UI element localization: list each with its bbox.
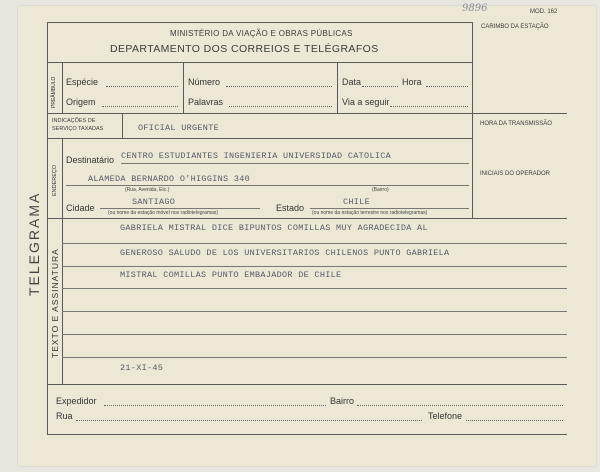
handwritten-number: 9896 — [462, 3, 488, 14]
text-line-4 — [62, 311, 567, 312]
indicacoes-label-1: INDICAÇÕES DE — [52, 118, 96, 124]
rua-label: Rua — [56, 411, 73, 421]
telegram-form — [18, 6, 596, 466]
frame-left — [47, 22, 48, 434]
hora-transmissao-label: HORA DA TRANSMISSÃO — [480, 121, 552, 127]
frame-right-column — [472, 22, 473, 218]
frame-top — [47, 22, 472, 23]
estado-label: Estado — [276, 203, 305, 213]
numero-field[interactable] — [226, 86, 332, 87]
ministry-title: MINISTÉRIO DA VIAÇÃO E OBRAS PÚBLICAS — [170, 29, 353, 38]
data-field[interactable] — [362, 86, 398, 87]
palavras-label: Palavras — [188, 97, 224, 107]
text-line-2 — [62, 266, 567, 267]
address-value: ALAMEDA BERNARDO O'HIGGINS 340 — [88, 174, 251, 184]
indicacoes-value: OFICIAL URGENTE — [138, 123, 220, 133]
bairro-footer-label: Bairro — [330, 396, 355, 406]
texto-assinatura-label: TEXTO E ASSINATURA — [50, 248, 60, 358]
cidade-value: SANTIAGO — [132, 197, 176, 207]
frame-bottom — [47, 434, 567, 435]
via-label: Via a seguir — [342, 97, 390, 107]
address-divider — [62, 138, 63, 218]
preamble-col-2 — [337, 62, 338, 113]
telefone-label: Telefone — [428, 411, 463, 421]
preamble-bottom-line — [47, 113, 567, 114]
data-label: Data — [342, 77, 362, 87]
especie-label: Espécie — [66, 77, 99, 87]
endereco-label: ENDEREÇO — [52, 164, 58, 196]
telegrama-side-title: TELEGRAMA — [26, 191, 42, 296]
iniciais-operador-label: INICIAIS DO OPERADOR — [480, 171, 551, 177]
message-line-3: MISTRAL COMILLAS PUNTO EMBAJADOR DE CHILE — [120, 270, 342, 280]
address-bottom-line — [47, 218, 567, 219]
text-bottom-line — [47, 384, 567, 385]
telefone-field[interactable] — [466, 420, 563, 421]
cidade-hint: (ou nome da estação móvel nos radiotelegramas) — [108, 210, 219, 216]
preambulo-label: PREÂMBULO — [51, 76, 57, 108]
cidade-line — [100, 208, 260, 209]
numero-label: Número — [188, 77, 221, 87]
text-line-5 — [62, 334, 567, 335]
hora-field[interactable] — [426, 86, 468, 87]
date-typed: 21-XI-45 — [120, 363, 164, 373]
origem-field[interactable] — [102, 106, 178, 107]
via-field[interactable] — [390, 106, 468, 107]
especie-field[interactable] — [106, 86, 178, 87]
address-line — [66, 185, 469, 186]
carimbo-label: CARIMBO DA ESTAÇÃO — [481, 24, 549, 30]
bairro-footer-field[interactable] — [357, 405, 563, 406]
indicacoes-label-2: SERVIÇO TAXADAS — [52, 126, 104, 132]
text-line-1 — [62, 243, 567, 244]
preamble-divider — [62, 62, 63, 113]
text-line-6 — [62, 357, 567, 358]
hora-label: Hora — [402, 77, 422, 87]
form-code: MOD. 162 — [530, 9, 558, 15]
expedidor-label: Expedidor — [56, 396, 97, 406]
cidade-label: Cidade — [66, 203, 95, 213]
destinatario-label: Destinatário — [66, 155, 115, 165]
indicacoes-divider — [122, 113, 123, 138]
rua-hint: (Rua, Avenida, Etc.) — [125, 187, 170, 193]
destinatario-value: CENTRO ESTUDIANTES INGENIERIA UNIVERSIDAD CATOLICA — [121, 151, 392, 161]
preamble-col-1 — [183, 62, 184, 113]
palavras-field[interactable] — [229, 106, 332, 107]
preamble-top-line — [47, 62, 472, 63]
bairro-hint: (Bairro) — [372, 187, 389, 193]
department-title: DEPARTAMENTO DOS CORREIOS E TELÉGRAFOS — [110, 43, 379, 55]
origem-label: Origem — [66, 97, 96, 107]
indicacoes-bottom-line — [47, 138, 472, 139]
estado-value: CHILE — [343, 197, 371, 207]
message-line-2: GENEROSO SALUDO DE LOS UNIVERSITARIOS CHILENOS PUNTO GABRIELA — [120, 248, 450, 258]
expedidor-field[interactable] — [104, 405, 326, 406]
estado-hint: (ou nome da estação terrestre nos radiotelegramas) — [312, 210, 428, 216]
estado-line — [310, 208, 469, 209]
text-line-3 — [62, 288, 567, 289]
message-line-1: GABRIELA MISTRAL DICE BIPUNTOS COMILLAS MUY AGRADECIDA AL — [120, 223, 428, 233]
destinatario-line — [121, 163, 469, 164]
rua-field[interactable] — [76, 420, 422, 421]
